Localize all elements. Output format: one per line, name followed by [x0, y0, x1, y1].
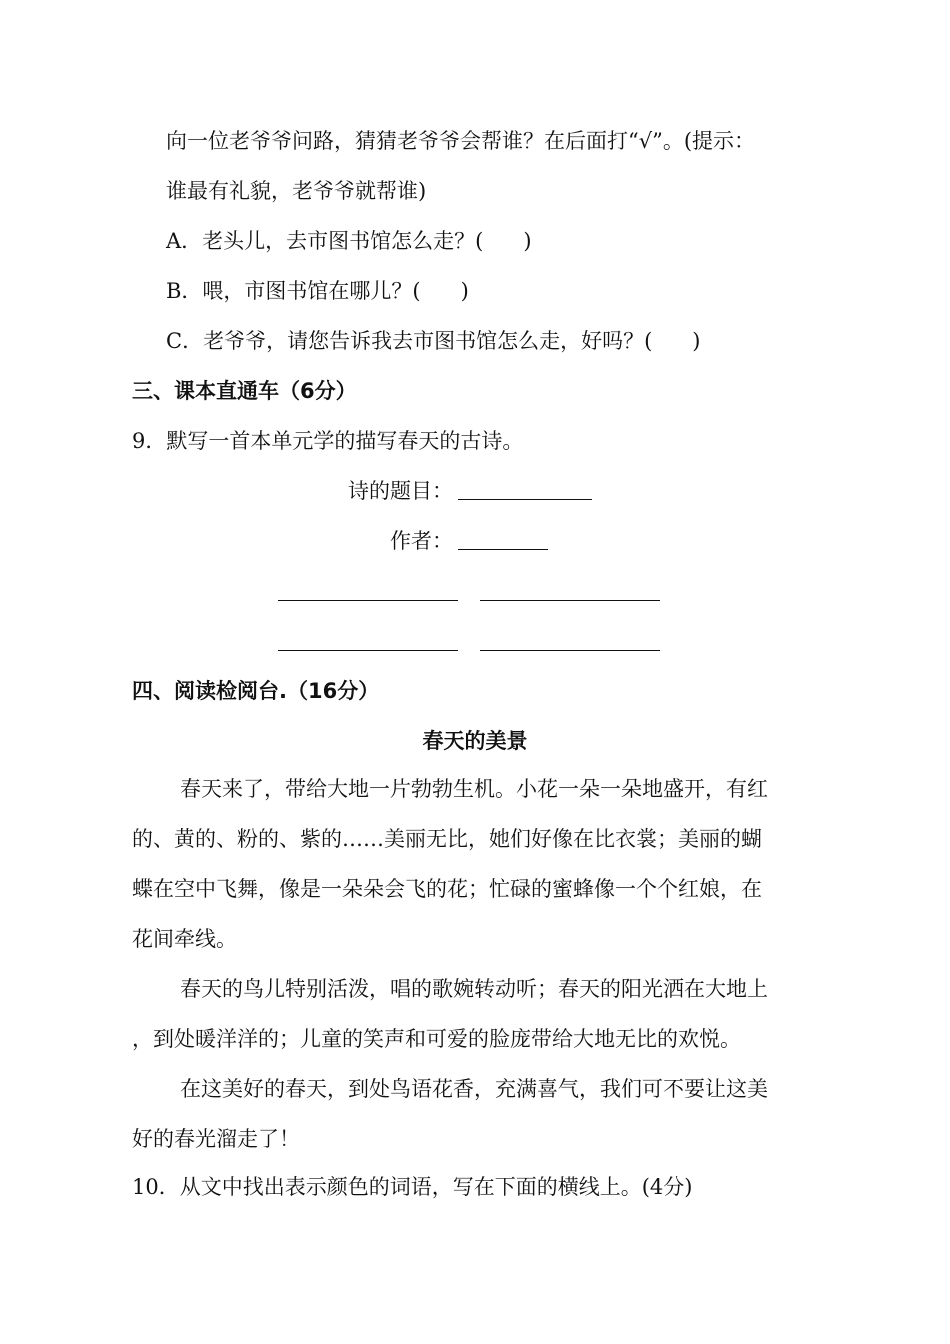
question-9: 9．默写一首本单元学的描写春天的古诗。 [132, 429, 524, 453]
passage-line: 在这美好的春天，到处鸟语花香，充满喜气，我们可不要让这美 [180, 1077, 768, 1101]
passage-line: 蝶在空中飞舞，像是一朵朵会飞的花；忙碌的蜜蜂像一个个红娘，在 [132, 877, 762, 901]
poem-line-3-blank[interactable] [278, 650, 458, 651]
poem-line-1-blank[interactable] [278, 600, 458, 601]
option-c-close-paren: ) [692, 329, 701, 353]
option-c-text: C．老爷爷，请您告诉我去市图书馆怎么走，好吗？( [166, 329, 653, 353]
passage-line: ，到处暖洋洋的；儿童的笑声和可爱的脸庞带给大地无比的欢悦。 [132, 1027, 741, 1051]
passage-title: 春天的美景 [422, 729, 528, 753]
option-c [166, 326, 700, 356]
poem-line-2-blank[interactable] [480, 600, 660, 601]
option-b [166, 276, 469, 306]
option-a-text: A．老头儿，去市图书馆怎么走？( [166, 229, 484, 253]
passage-line: 的、黄的、粉的、紫的……美丽无比，她们好像在比衣裳；美丽的蝴 [132, 827, 762, 851]
poem-line-4-blank[interactable] [480, 650, 660, 651]
question-10: 10．从文中找出表示颜色的词语，写在下面的横线上。(4分) [132, 1175, 693, 1199]
option-b-text: B．喂，市图书馆在哪儿？( [166, 279, 421, 303]
author-label: 作者： [390, 529, 453, 553]
poem-title-blank[interactable] [458, 499, 592, 500]
section-3-title: 三、课本直通车（6分） [132, 379, 357, 403]
passage-line: 花间牵线。 [132, 927, 237, 951]
author-blank[interactable] [458, 549, 548, 550]
question-8-stem-line-2: 谁最有礼貌，老爷爷就帮谁) [166, 179, 427, 203]
question-8-stem-line-1: 向一位老爷爷问路，猜猜老爷爷会帮谁？在后面打“√”。(提示： [166, 129, 756, 153]
section-4-title: 四、阅读检阅台.（16分） [132, 679, 380, 703]
option-a [166, 226, 532, 256]
option-b-close-paren: ) [460, 279, 469, 303]
option-a-close-paren: ) [523, 229, 532, 253]
passage-line: 好的春光溜走了！ [132, 1127, 300, 1151]
poem-title-label: 诗的题目： [348, 479, 453, 503]
passage-line: 春天来了，带给大地一片勃勃生机。小花一朵一朵地盛开，有红 [180, 777, 768, 801]
passage-line: 春天的鸟儿特别活泼，唱的歌婉转动听；春天的阳光洒在大地上 [180, 977, 768, 1001]
